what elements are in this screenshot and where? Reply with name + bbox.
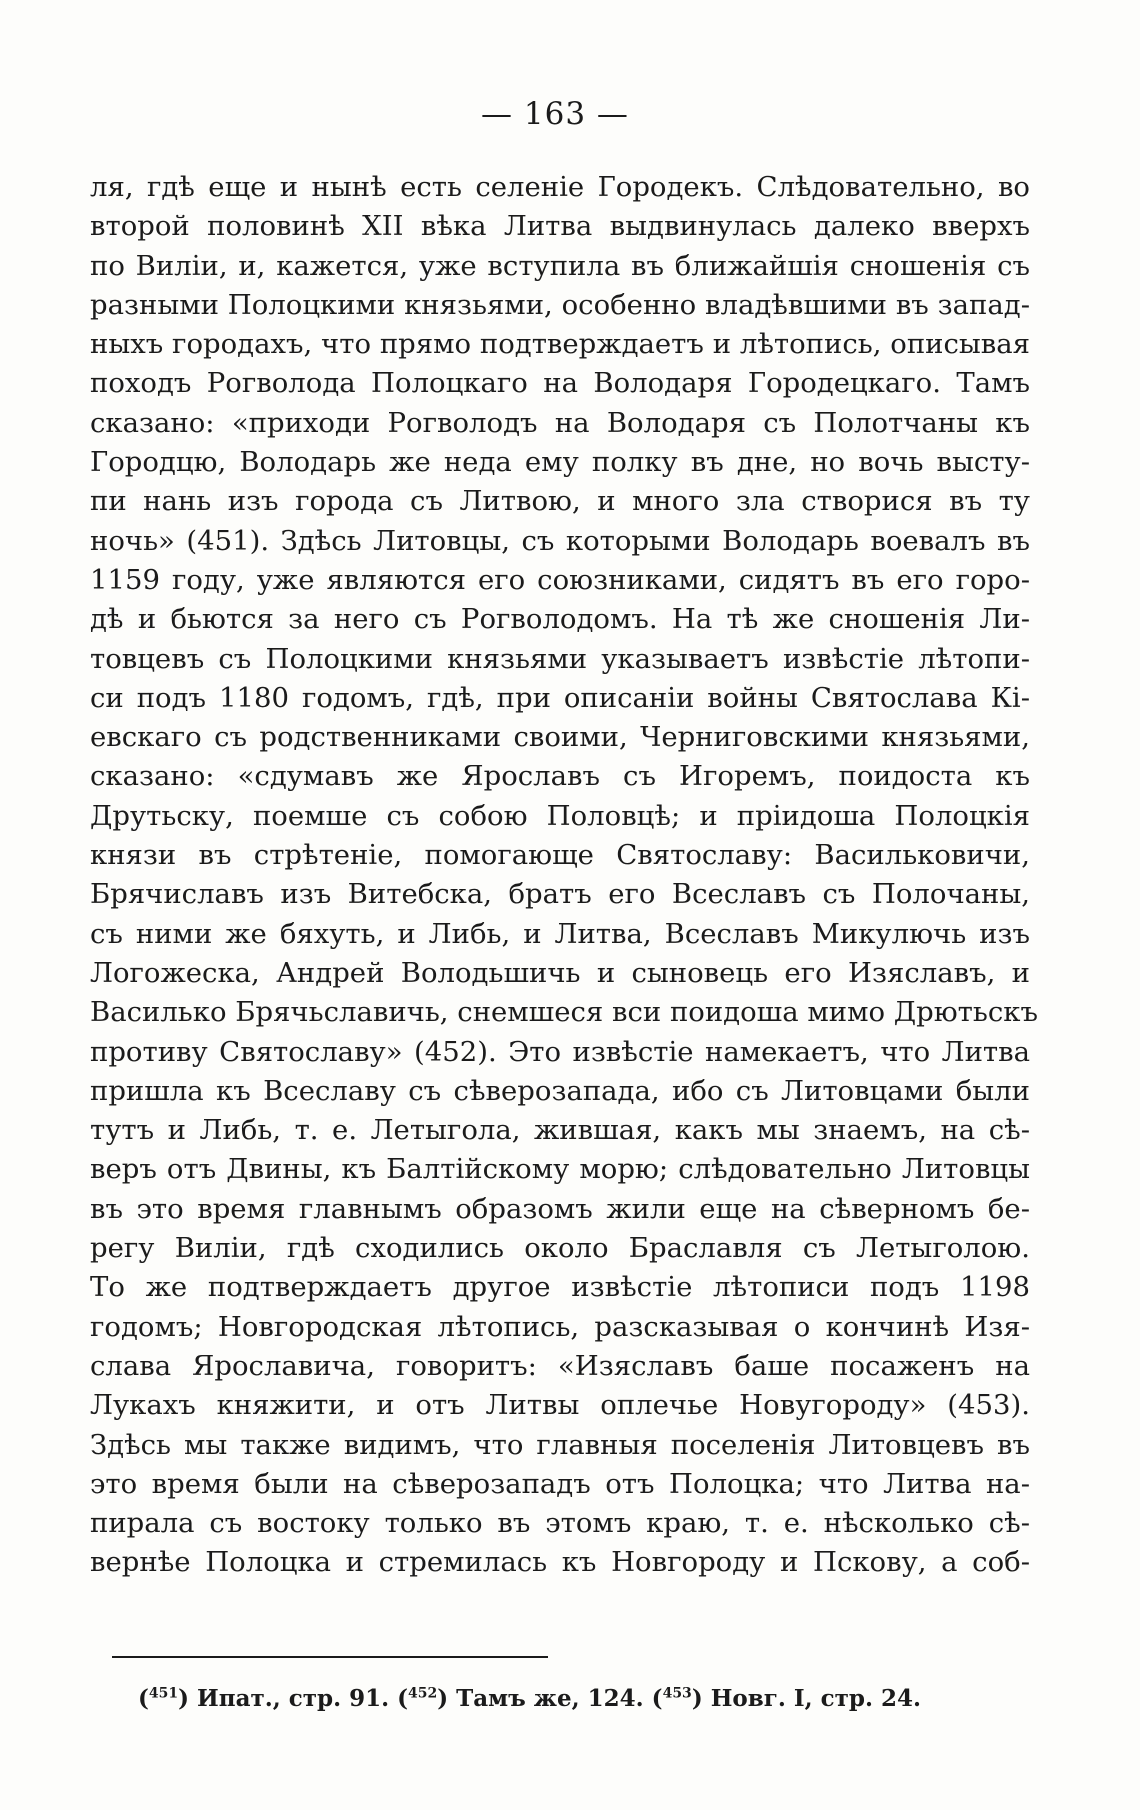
- footnote-number: 452: [408, 1685, 438, 1702]
- page-number: — 163 —: [481, 96, 629, 132]
- text-line: Василько Брячьславичь, снемшеся вси поидоша мимо Дрютьскъ: [90, 996, 1038, 1029]
- text-line: съ ними же бяхуть, и Либь, и Литва, Всеславъ Микулючь изъ: [90, 917, 1030, 950]
- text-line: слава Ярославича, говоритъ: «Изяславъ баше посаженъ на: [90, 1349, 1030, 1382]
- text-line: 1159 году, уже являются его союзниками, сидятъ въ его горо-: [90, 563, 1030, 596]
- text-line: это время были на сѣверозападъ отъ Полоцка; что Литва на-: [90, 1467, 1030, 1500]
- footnote-divider: [112, 1656, 548, 1658]
- text-line: си подъ 1180 годомъ, гдѣ, при описаніи войны Святослава Кі-: [90, 681, 1030, 714]
- text-line: по Виліи, и, кажется, уже вступила въ ближайшія сношенія съ: [90, 249, 1030, 282]
- footnote-text: ) Тамъ же, 124. (: [437, 1685, 663, 1712]
- text-line: походъ Рогволода Полоцкаго на Володаря Городецкаго. Тамъ: [90, 367, 1030, 400]
- text-line: ныхъ городахъ, что прямо подтверждаетъ и лѣтопись, описывая: [90, 328, 1030, 361]
- text-line: разными Полоцкими князьями, особенно владѣвшими въ запад-: [90, 288, 1030, 321]
- text-line: тутъ и Либь, т. е. Летыгола, жившая, какъ мы знаемъ, на сѣ-: [90, 1114, 1030, 1147]
- text-line: въ это время главнымъ образомъ жили еще на сѣверномъ бе-: [90, 1192, 1030, 1225]
- text-line: ля, гдѣ еще и нынѣ есть селеніе Городекъ. Слѣдовательно, во: [90, 171, 1030, 203]
- text-line: князи въ стрѣтеніе, помогающе Святославу: Васильковичи,: [90, 839, 1030, 872]
- text-line: годомъ; Новгородская лѣтопись, разсказывая о кончинѣ Изя-: [90, 1310, 1030, 1343]
- text-line: дѣ и бьются за него съ Рогволодомъ. На тѣ же сношенія Ли-: [90, 603, 1030, 636]
- text-line: Городцю, Володарь же неда ему полку въ дне, но вочь высту-: [90, 446, 1030, 479]
- text-line: регу Виліи, гдѣ сходились около Браславля съ Летыголою.: [90, 1232, 1030, 1265]
- text-line: товцевъ съ Полоцкими князьями указываетъ извѣстіе лѣтопи-: [90, 642, 1030, 675]
- text-line: пришла къ Всеславу съ сѣверозапада, ибо съ Литовцами были: [90, 1074, 1030, 1107]
- footnote-number: 453: [662, 1685, 692, 1702]
- text-line: То же подтверждаетъ другое извѣстіе лѣтописи подъ 1198: [90, 1271, 1030, 1304]
- footnote-number: 451: [148, 1685, 179, 1702]
- text-line: Лукахъ княжити, и отъ Литвы оплечье Новугороду» (453).: [90, 1389, 1030, 1422]
- footnotes: ($^{451}$) Ипат., стр. 91. ($^{452}$) Тамъ же, 124. ($^{453}$) Новг. I, стр. 24.: [138, 1685, 922, 1712]
- text-line: второй половинѣ XII вѣка Литва выдвинулась далеко вверхъ: [90, 210, 1030, 243]
- body-text: [90, 168, 1038, 1583]
- text-line: Друтьску, поемше съ собою Половцѣ; и пріидоша Полоцкія: [90, 799, 1030, 832]
- text-line: сказано: «приходи Рогволодъ на Володаря съ Полотчаны къ: [90, 406, 1030, 439]
- text-line: пи нань изъ города съ Литвою, и много зла створися въ ту: [90, 485, 1030, 518]
- text-line: Брячиславъ изъ Витебска, братъ его Всеславъ съ Полочаны,: [90, 878, 1030, 911]
- text-line: вернѣе Полоцка и стремилась къ Новгороду и Пскову, а соб-: [90, 1546, 1030, 1579]
- text-line: противу Святославу» (452). Это извѣстіе намекаетъ, что Литва: [90, 1035, 1030, 1068]
- text-line: Здѣсь мы также видимъ, что главныя поселенія Литовцевъ въ: [90, 1428, 1030, 1461]
- text-line: пирала съ востоку только въ этомъ краю, т. е. нѣсколько сѣ-: [90, 1507, 1030, 1540]
- footnote-text: ) Ипат., стр. 91. (: [178, 1685, 409, 1712]
- text-line: сказано: «сдумавъ же Ярославъ съ Игоремъ, поидоста къ: [90, 760, 1030, 793]
- text-line: ночь» (451). Здѣсь Литовцы, съ которыми Володарь воевалъ въ: [90, 524, 1030, 557]
- text-line: евскаго съ родственниками своими, Черниговскими князьями,: [90, 721, 1030, 754]
- footnote-text: ) Новг. I, стр. 24.: [691, 1685, 922, 1712]
- text-line: веръ отъ Двины, къ Балтійскому морю; слѣдовательно Литовцы: [90, 1153, 1030, 1186]
- text-line: Логожеска, Андрей Володьшичь и сыновець его Изяславъ, и: [90, 956, 1030, 989]
